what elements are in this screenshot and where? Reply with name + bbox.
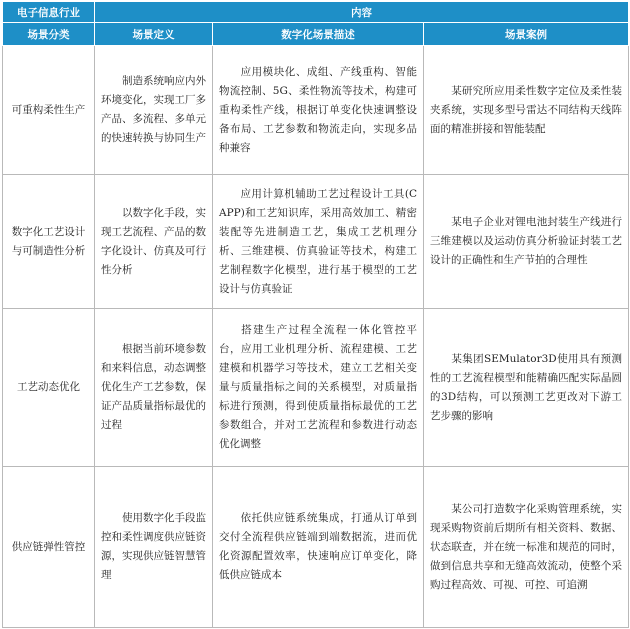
definition-text: 以数字化手段，实现工艺流程、产品的数字化设计、仿真及可行性分析 [101,206,206,276]
definition-text: 制造系统响应内外环境变化，实现工厂多产品、多流程、多单元的快速转换与协同生产 [101,75,206,144]
header-category: 场景分类 [3,23,95,46]
description-text: 应用计算机辅助工艺过程设计工具(CAPP)和工艺知识库，采用高效加工、精密装配等先进制造工艺，集成工艺机理分析、三维建模、仿真验证等技术，构建工艺制程数字化模型，进行基于模型的工艺设计与仿真验证 [219,187,417,295]
category-cell [3,46,95,175]
scenario-table [2,1,629,628]
description-text: 依托供应链系统集成，打通从订单到交付全流程供应链端到端数据流，进而优化资源配置效率，快速响应订单变化，降低供应链成本 [219,512,417,581]
description-cell [213,309,424,467]
case-cell [424,309,629,467]
category-text: 可重构柔性生产 [11,103,86,116]
case-text: 某电子企业对锂电池封装生产线进行三维建模以及运动仿真分析验证封装工艺设计的正确性和生产节拍的合理性 [430,216,623,266]
table-row [3,175,629,309]
table-row [3,309,629,467]
definition-text: 使用数字化手段监控和柔性调度供应链资源，实现供应链智慧管理 [101,512,206,581]
header-row-columns [3,23,629,46]
definition-cell [95,467,213,628]
case-text: 某集团SEMulator3D使用具有预测性的工艺流程模型和能精确匹配实际晶圆的3D结构，可以预测工艺更改对下游工艺步骤的影响 [430,352,623,422]
header-industry: 电子信息行业 [3,2,95,23]
case-text: 某公司打造数字化采购管理系统，实现采购物资前后期所有相关资料、数据、状态联查，并在统一标准和规范的同时，做到信息共享和无缝高效流动，使整个采购过程高效、可视、可控、可追溯 [430,502,623,591]
description-text: 应用模块化、成组、产线重构、智能物流控制、5G、柔性物流等技术，构建可重构柔性产线，根据订单变化快速调整设备布局、工艺参数和物流走向，实现多品种兼容 [219,65,417,154]
description-text: 搭建生产过程全流程一体化管控平台，应用工业机理分析、流程建模、工艺建模和机器学习等技术，建立工艺相关变量与质量指标之间的关系模型，对质量指标进行预测，得到使质量指标最优的工艺参数组合，并对工艺流程和参数进行动态优化调整 [219,324,417,450]
category-text: 工艺动态优化 [17,381,80,393]
definition-cell [95,309,213,467]
description-cell [213,467,424,628]
header-content: 内容 [95,2,629,23]
description-cell [213,46,424,175]
table-row [3,467,629,628]
category-cell [3,175,95,309]
header-definition: 场景定义 [95,23,213,46]
category-cell [3,467,95,628]
header-case: 场景案例 [424,23,629,46]
case-cell [424,175,629,309]
category-cell [3,309,95,467]
header-row-top [3,2,629,23]
category-text: 数字化工艺设计与可制造性分析 [11,225,86,257]
case-cell [424,46,629,175]
case-cell [424,467,629,628]
description-cell [213,175,424,309]
definition-text: 根据当前环境参数和来料信息，动态调整优化生产工艺参数，保证产品质量指标最优的过程 [101,343,206,431]
definition-cell [95,175,213,309]
table-row [3,46,629,175]
category-text: 供应链弹性管控 [11,540,86,553]
case-text: 某研究所应用柔性数字定位及柔性装夹系统，实现多型号雷达不同结构天线阵面的精准拼接和智能装配 [430,84,623,135]
definition-cell [95,46,213,175]
header-description: 数字化场景描述 [213,23,424,46]
